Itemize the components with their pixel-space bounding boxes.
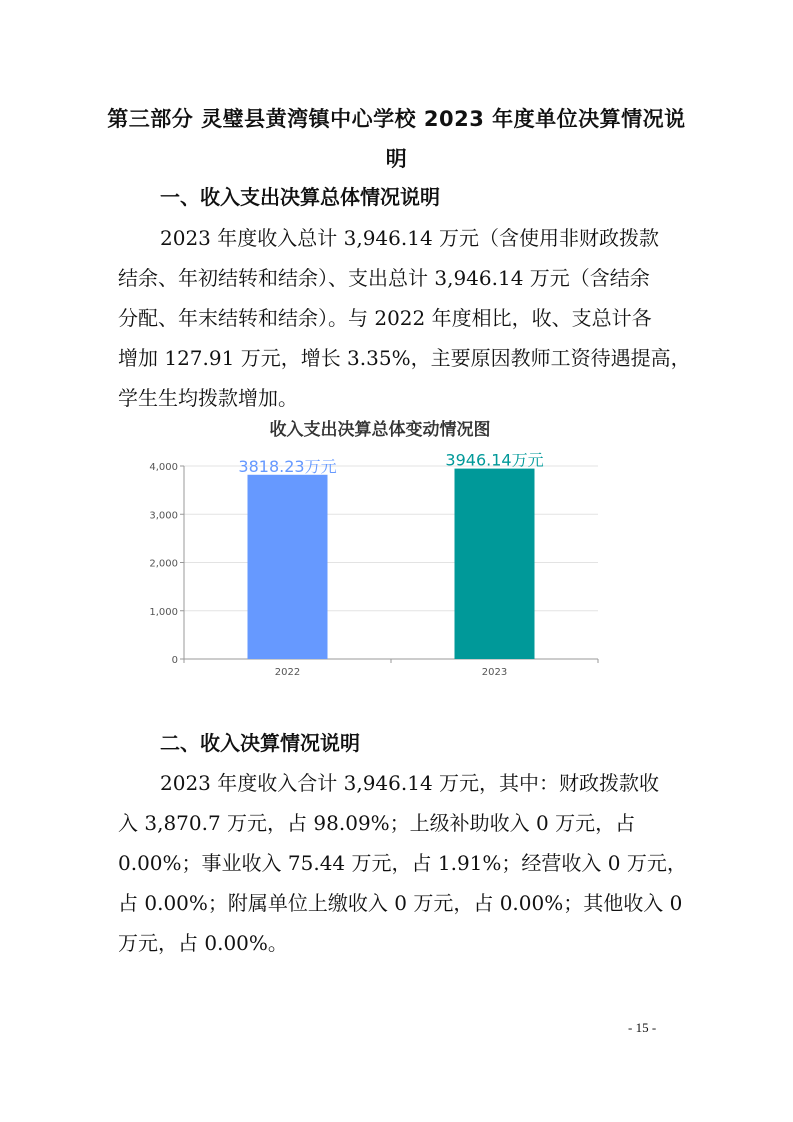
- paragraph-line: 学生生均拨款增加。: [118, 386, 298, 410]
- data-label-2023: 3946.14万元: [445, 450, 544, 470]
- paragraph-line: 结余、年初结转和结余）、支出总计 3,946.14 万元（含结余: [118, 266, 650, 290]
- section1-heading: 一、收入支出决算总体情况说明: [160, 185, 440, 209]
- section2-paragraph: [118, 763, 687, 963]
- paragraph-line: 占 0.00%；附属单位上缴收入 0 万元，占 0.00%；其他收入 0: [118, 891, 683, 915]
- y-tick-label: 0: [171, 655, 178, 666]
- y-tick-label: 3,000: [149, 510, 178, 522]
- chart-title: 收入支出决算总体变动情况图: [269, 420, 491, 440]
- paragraph-line: 入 3,870.7 万元，占 98.09%；上级补助收入 0 万元，占: [118, 811, 636, 835]
- page-title-line1: 第三部分 灵璧县黄湾镇中心学校 2023 年度单位决算情况说: [107, 107, 686, 131]
- x-tick-label-2022: 2022: [274, 667, 301, 678]
- y-tick-label: 1,000: [149, 606, 178, 618]
- x-tick-label-2023: 2023: [481, 667, 508, 678]
- paragraph-line: 分配、年末结转和结余）。与 2022 年度相比，收、支总计各: [118, 306, 652, 330]
- y-tick-label: 2,000: [149, 558, 178, 570]
- bar-2023: [455, 469, 535, 659]
- section2-heading: 二、收入决算情况说明: [160, 731, 360, 755]
- paragraph-line: 2023 年度收入总计 3,946.14 万元（含使用非财政拨款: [160, 226, 660, 250]
- paragraph-line: 万元，占 0.00%。: [118, 931, 288, 955]
- section1-paragraph: [118, 218, 691, 418]
- bar-2022: [248, 475, 328, 659]
- data-label-2022: 3818.23万元: [238, 456, 337, 476]
- page-title-line2: 明: [385, 147, 408, 171]
- page-number: - 15 -: [628, 1020, 657, 1035]
- paragraph-line: 0.00%；事业收入 75.44 万元，占 1.91%；经营收入 0 万元，: [118, 851, 687, 875]
- income-expenditure-bar-chart: [140, 413, 620, 683]
- y-tick-label: 4,000: [149, 462, 178, 473]
- paragraph-line: 2023 年度收入合计 3,946.14 万元，其中：财政拨款收: [160, 771, 660, 795]
- paragraph-line: 增加 127.91 万元，增长 3.35%，主要原因教师工资待遇提高，: [118, 346, 691, 370]
